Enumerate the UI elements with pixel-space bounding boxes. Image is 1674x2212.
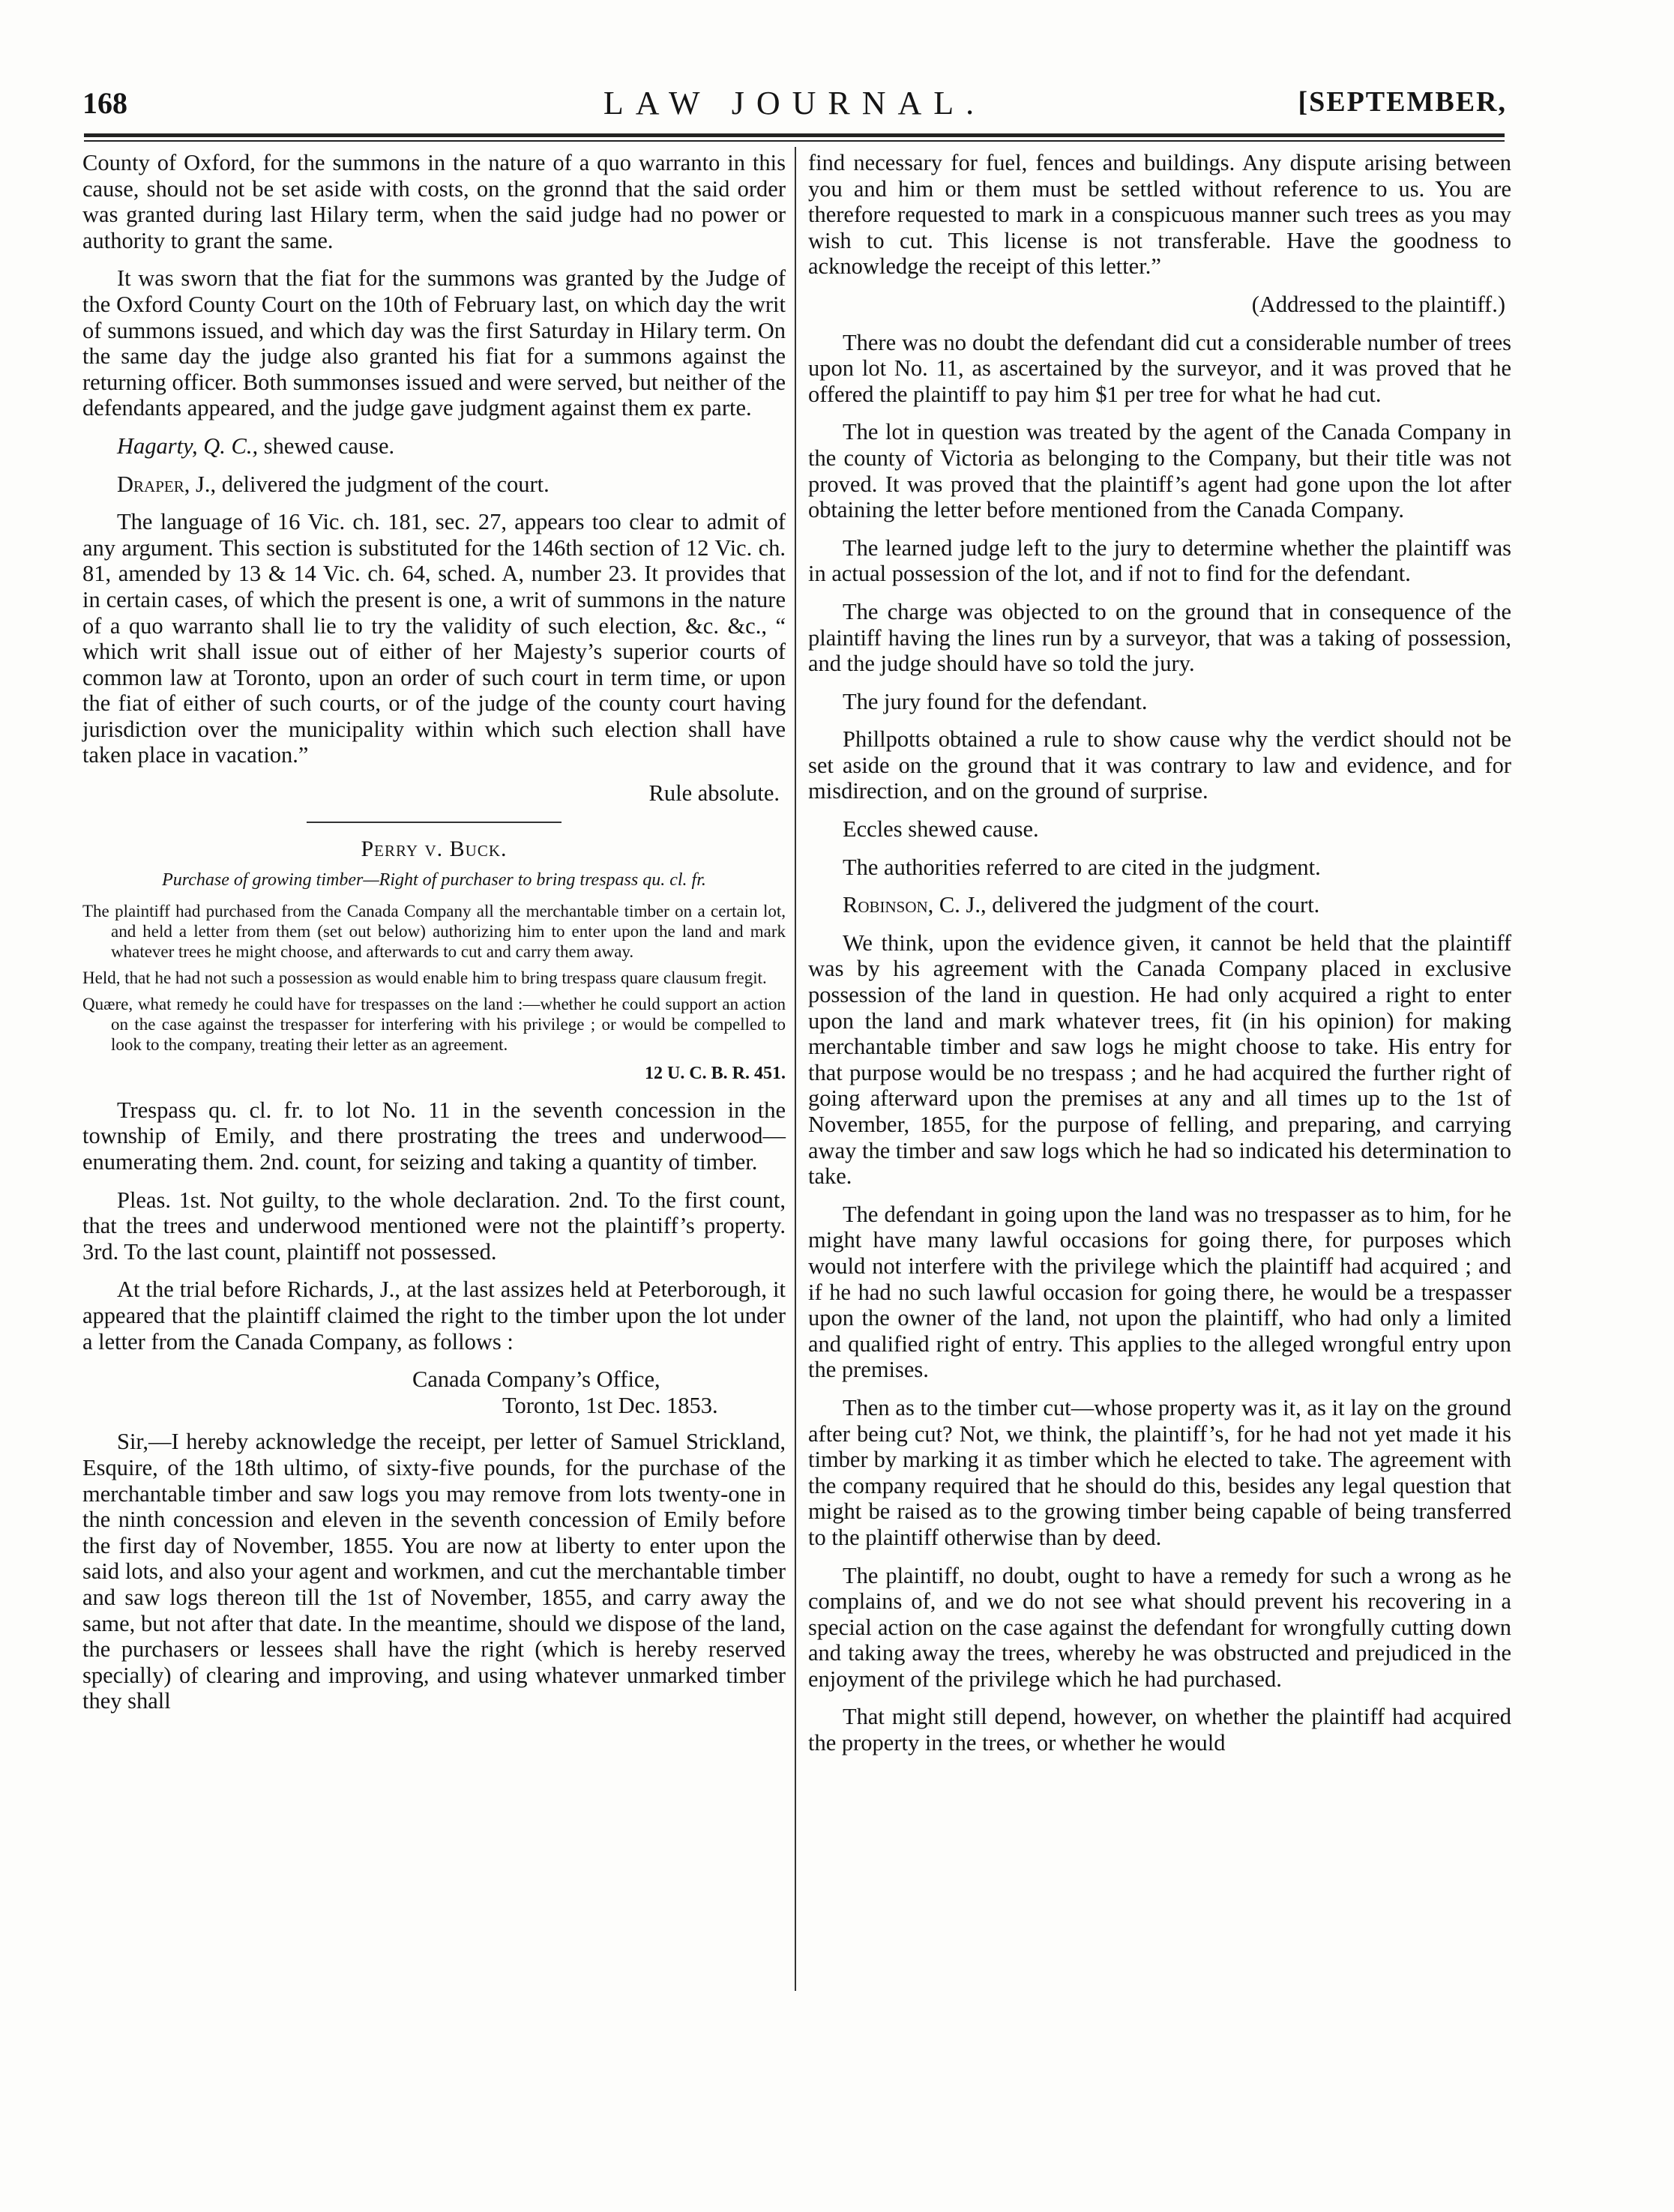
header-rule-thin	[84, 140, 1505, 142]
paragraph: It was sworn that the fiat for the summons was granted by the Judge of the Oxford County Court on the 10th of February last, on which day the writ of summons issued, and which day was the first Saturday in Hilary term. On the same day the judge also granted his fiat for a summons against the returning officer. Both summonses issued and were served, but neither of the defendants appeared, and the judge gave judgment against them ex parte.	[82, 265, 786, 421]
paragraph: Pleas. 1st. Not guilty, to the whole declaration. 2nd. To the first count, that the trees and underwood mentioned were not the plaintiff’s property. 3rd. To the last count, plaintiff not possessed.	[82, 1187, 786, 1265]
paragraph: Trespass qu. cl. fr. to lot No. 11 in the seventh concession in the township of Emily, and there prostrating the trees and underwood—enumerating them. 2nd. count, for seizing and taking a quantity of timber.	[82, 1097, 786, 1175]
syllabus-paragraph: Held, that he had not such a possession as would enable him to bring trespass quare clausum fregit.	[82, 968, 767, 988]
page-number: 168	[82, 86, 127, 120]
syllabus-paragraph: Quære, what remedy he could have for trespasses on the land :—whether he could support an action on the case against the trespasser for interfering with his privilege ; or would be compelled to look to the company, treating their letter as an agreement.	[82, 995, 786, 1055]
paragraph: Eccles shewed cause.	[843, 816, 1039, 843]
right-column	[808, 150, 1511, 1768]
paragraph: Sir,—I hereby acknowledge the receipt, per letter of Samuel Strickland, Esquire, of the 18th ultimo, of sixty-five pounds, for the purchase of the merchantable timber and saw logs you may remove from lots twenty-one in the ninth concession and eleven in the seventh concession of Emily before the first day of November, 1855. You are now at liberty to enter upon the said lots, and also your agent and workmen, and cut the merchantable timber and saw logs thereon till the 1st of November, 1855, and carry away the same, but not after that date. In the meantime, should we dispose of the land, the purchasers or lessees shall have the right (which is hereby reserved specially) of clearing and improving, and using whatever unmarked timber they shall	[82, 1429, 786, 1714]
running-month: [SEPTEMBER,	[1298, 86, 1507, 118]
judge-name: Draper, J.,	[117, 471, 217, 497]
address-note: (Addressed to the plaintiff.)	[1251, 291, 1505, 317]
paragraph: The charge was objected to on the ground that in consequence of the plaintiff having the lines run by a surveyor, that was a taking of possession, and the judge should have so told the jury.	[808, 598, 1511, 677]
paragraph: The lot in question was treated by the agent of the Canada Company in the county of Victoria as belonging to the Company, but their title was not proved. It was proved that the plaintiff’s agent had gone upon the lot after obtaining the letter before mentioned from the Canada Company.	[808, 419, 1511, 523]
paragraph: County of Oxford, for the summons in the nature of a quo warranto in this cause, should not be set aside with costs, on the gronnd that the said order was granted during last Hilary term, when the said judge had no power or authority to grant the same.	[82, 150, 786, 253]
judge-name: Robinson, C. J.,	[843, 892, 987, 918]
paragraph: Phillpotts obtained a rule to show cause why the verdict should not be set aside on the ground that it was contrary to law and evidence, and for misdirection, and on the ground of surprise.	[808, 726, 1511, 804]
paragraph: Then as to the timber cut—whose property was it, as it lay on the ground after being cut? Not, we think, the plaintiff’s, for he had not yet made it his timber by marking it as timber which he elected to take. The agreement with the company required that he should do this, besides any legal question that might be raised as to the growing timber being capable of being transferred to the plaintiff otherwise than by deed.	[808, 1394, 1511, 1550]
paragraph: The learned judge left to the jury to determine whether the plaintiff was in actual possession of the lot, and if not to find for the defendant.	[808, 534, 1511, 587]
paragraph: The plaintiff, no doubt, ought to have a remedy for such a wrong as he complains of, and we do not see what should prevent his recovering in a special action on the case against the defendant for wrongfully cutting down and taking away the trees, whereby he was obstructed and prejudiced in the enjoyment of the privilege which he had purchased.	[808, 1562, 1511, 1692]
syllabus-paragraph: The plaintiff had purchased from the Canada Company all the merchantable timber on a certain lot, and held a letter from them (set out below) authorizing him to enter upon the land and mark whatever trees he might choose, and afterwards to cut and carry them away.	[82, 902, 786, 962]
paragraph: Draper, J., delivered the judgment of the court.	[117, 471, 550, 497]
paragraph: The defendant in going upon the land was no trespasser as to him, for he might have many lawful occasions for going there, for purposes which would not interfere with the privilege which the plaintiff had acquired ; and if he had no such lawful occasion for going there, he would be a trespasser upon the owner of the land, not upon the plaintiff, who had only a limited and qualified right of entry. This applies to the alleged wrongful entry upon the premises.	[808, 1201, 1511, 1383]
report-citation: 12 U. C. B. R. 451.	[644, 1064, 786, 1084]
case-title: Perry v. Buck.	[361, 836, 508, 861]
paragraph: find necessary for fuel, fences and buildings. Any dispute arising between you and him or them must be settled without reference to us. You are therefore requested to mark in a conspicuous manner such trees as you may wish to cut. This license is not transferable. Have the goodness to acknowledge the receipt of this letter.”	[808, 150, 1511, 280]
paragraph: Hagarty, Q. C., shewed cause.	[117, 433, 395, 459]
paragraph: The authorities referred to are cited in the judgment.	[843, 854, 1321, 880]
paragraph: That might still depend, however, on whether the plaintiff had acquired the property in the trees, or whether he would	[808, 1704, 1511, 1756]
paragraph: The language of 16 Vic. ch. 181, sec. 27, appears too clear to admit of any argument. This section is substituted for the 146th section of 12 Vic. ch. 81, amended by 13 & 14 Vic. ch. 64, sched. A, number 23. It provides that in certain cases, of which the present is one, a writ of summons in the nature of a quo warranto shall lie to try the validity of such election, &c. &c., “ which writ shall issue out of either of her Majesty’s superior courts of common law at Toronto, upon an order of such court in term time, or upon the fiat of either of such courts, or of the judge of the county court having jurisdiction over the municipality within which such election shall have taken place in vacation.”	[82, 509, 786, 768]
paragraph: There was no doubt the defendant did cut a considerable number of trees upon lot No. 11, as ascertained by the surveyor, and it was proved that he offered the plaintiff to pay him $1 per tree for what he had cut.	[808, 329, 1511, 407]
paragraph: At the trial before Richards, J., at the last assizes held at Peterborough, it appeared that the plaintiff claimed the right to the timber upon the lot under a letter from the Canada Company, as follows :	[82, 1277, 786, 1354]
headnote: Purchase of growing timber—Right of purchaser to bring trespass qu. cl. fr.	[162, 870, 706, 890]
paragraph: We think, upon the evidence given, it cannot be held that the plaintiff was by his agreement with the Canada Company placed in exclusive possession of the land in question. He had only acquired a right to enter upon the land and mark whatever trees, fit (in his opinion) for making merchantable timber and saw logs he might choose to take. His entry for that purpose would be no trespass ; and he had acquired the further right of going afterward upon the premises at any and all times up to the 1st of November, 1855, for the purpose of felling, and preparing, and carrying away the timber and saw logs which he had so indicated his determination to take.	[808, 929, 1511, 1190]
paragraph: The jury found for the defendant.	[843, 688, 1148, 714]
left-column	[82, 150, 786, 1726]
journal-title: LAW JOURNAL.	[603, 85, 987, 121]
section-rule	[307, 822, 561, 823]
letter-heading: Canada Company’s Office, Toronto, 1st Dec. 1853.	[412, 1366, 718, 1418]
counsel-name: Hagarty, Q. C.,	[117, 433, 259, 459]
page-header	[82, 81, 1507, 133]
header-rule-thick	[84, 133, 1505, 137]
ruling: Rule absolute.	[648, 780, 780, 807]
paragraph: Robinson, C. J., delivered the judgment of the court.	[843, 892, 1320, 918]
column-divider	[795, 147, 796, 1991]
